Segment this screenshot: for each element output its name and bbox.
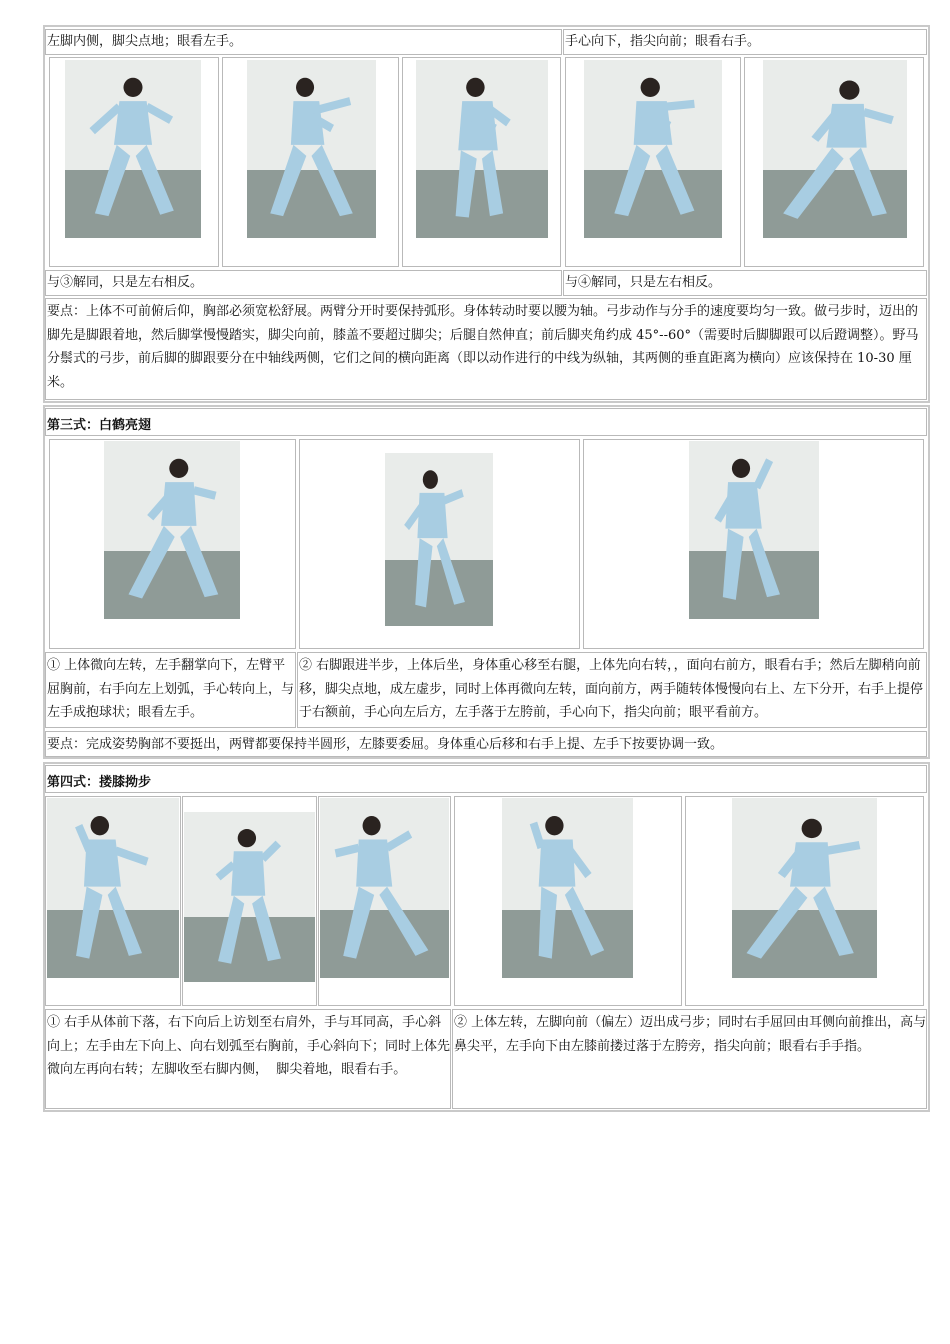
caption-left-bottom: 与③解同，只是左右相反。 — [47, 275, 204, 290]
section2-keypoints: 要点：上体不可前俯后仰，胸部必须宽松舒展。两臂分开时要保持弧形。身体转动时要以腰为轴。弓步动作与分手的速度要均匀一致。做弓步时，迈出的脚先是脚跟着地，然后脚掌慢慢踏实，脚尖向前，膝盖不要超过脚尖；后腿自然伸直；前后脚夹角约成 45°--60°（需要时后脚脚跟可以后蹬调整）。野马分鬃式的弓步，前后脚的脚跟要分在中轴线两侧，它们之间的横向距离（即以动作进行的中线为纵轴，其两侧的垂直距离为横向）应该保持在 10-30 厘米。 — [47, 304, 919, 390]
taichi-photo — [247, 60, 376, 238]
taichi-photo — [385, 453, 493, 626]
caption-left-top: 左脚内侧，脚尖点地；眼看左手。 — [47, 34, 243, 49]
taichi-photo — [104, 441, 240, 619]
taichi-photo — [65, 60, 201, 238]
section3-title-cell — [45, 408, 927, 436]
taichi-photo — [47, 798, 179, 978]
taichi-photo — [184, 812, 315, 982]
section4-title-cell — [45, 765, 927, 793]
caption-right-bottom: 与④解同，只是左右相反。 — [565, 275, 722, 290]
section3-step1: ① 上体微向左转，左手翻掌向下，左臂平屈胸前，右手向左上划弧，手心转向上，与左手成抱球状；眼看左手。 — [47, 658, 295, 720]
section3-title: 第三式：白鹤亮翅 — [47, 418, 152, 433]
caption-right-top: 手心向下，指尖向前；眼看右手。 — [565, 34, 761, 49]
taichi-photo — [416, 60, 548, 238]
taichi-photo — [689, 441, 819, 619]
taichi-photo — [584, 60, 722, 238]
section3-keypoints: 要点：完成姿势胸部不要挺出，两臂都要保持半圆形，左膝要委屈。身体重心后移和右手上提、左手下按要协调一致。 — [47, 737, 724, 752]
section4-step2: ② 上体左转，左脚向前（偏左）迈出成弓步；同时右手屈回由耳侧向前推出，高与鼻尖平，左手向下由左膝前搂过落于左胯旁，指尖向前；眼看右手手指。 — [454, 1015, 927, 1054]
taichi-photo — [502, 798, 633, 978]
taichi-photo — [763, 60, 907, 238]
section4-step1: ① 右手从体前下落，右下向后上访划至右肩外，手与耳同高，手心斜向上；左手由左下向上、向右划弧至右胸前，手心斜向下；同时上体先微向左再向右转；左脚收至右脚内侧， 脚尖着地，眼看右手。 — [47, 1015, 451, 1077]
section4-title: 第四式：搂膝拗步 — [47, 775, 152, 790]
taichi-photo — [732, 798, 877, 978]
taichi-photo — [320, 798, 449, 978]
section3-step2: ② 右脚跟进半步，上体后坐，身体重心移至右腿，上体先向右转，，面向右前方，眼看右手；然后左脚稍向前移，脚尖点地，成左虚步，同时上体再微向左转，面向前方，两手随转体慢慢向右上、左下分开，右手上提停于右额前，手心向左后方，左手落于左胯前，手心向下，指尖向前；眼平看前方。 — [299, 658, 924, 720]
